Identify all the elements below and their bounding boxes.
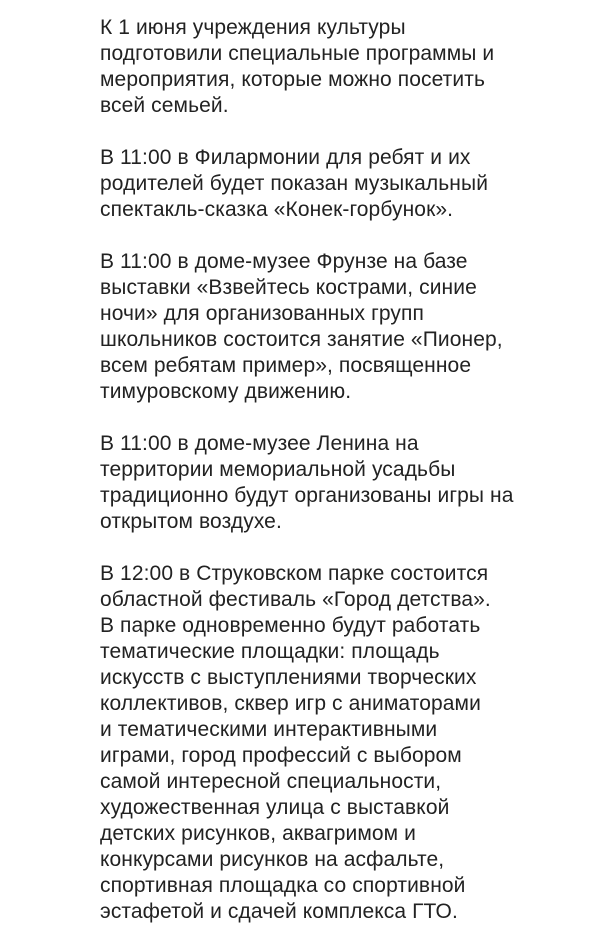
text-line: и тематическими интерактивными	[100, 718, 438, 741]
text-line: коллективов, сквер игр с аниматорами	[100, 692, 481, 715]
article-body	[100, 15, 600, 951]
text-line: самой интересной специальности,	[100, 770, 442, 793]
text-line: выставки «Взвейтесь кострами, синие	[100, 276, 477, 299]
text-line: детских рисунков, аквагримом и	[100, 822, 416, 845]
text-line: спортивная площадка со спортивной	[100, 874, 466, 897]
paragraph-intro	[100, 15, 600, 119]
text-line: В 11:00 в Филармонии для ребят и их	[100, 146, 471, 169]
text-line: В 11:00 в доме-музее Фрунзе на базе	[100, 250, 468, 273]
paragraph-philharmonic	[100, 145, 600, 223]
paragraph-lenin-museum	[100, 431, 600, 535]
text-line: эстафетой и сдачей комплекса ГТО.	[100, 900, 458, 923]
text-line: всем ребятам пример», посвященное	[100, 354, 472, 377]
text-line: мероприятия, которые можно посетить	[100, 68, 485, 91]
text-line: играми, город профессий с выбором	[100, 744, 462, 767]
text-line: искусств с выступлениями творческих	[100, 666, 477, 689]
text-line: В 11:00 в доме-музее Ленина на	[100, 432, 419, 455]
text-line: конкурсами рисунков на асфальте,	[100, 848, 445, 871]
text-line: К 1 июня учреждения культуры	[100, 16, 406, 39]
text-line: родителей будет показан музыкальный	[100, 172, 489, 195]
text-line: подготовили специальные программы и	[100, 42, 495, 65]
text-line: художественная улица с выставкой	[100, 796, 450, 819]
text-line: областной фестиваль «Город детства».	[100, 588, 491, 611]
text-line: тематические площадки: площадь	[100, 640, 440, 663]
text-line: территории мемориальной усадьбы	[100, 458, 456, 481]
text-line: спектакль-сказка «Конек-горбунок».	[100, 198, 454, 221]
text-line: традиционно будут организованы игры на	[100, 484, 514, 507]
paragraph-strukovsky-park	[100, 561, 600, 925]
text-line: В парке одновременно будут работать	[100, 614, 481, 637]
text-line: открытом воздухе.	[100, 510, 282, 533]
paragraph-frunze-museum	[100, 249, 600, 405]
text-line: ночи» для организованных групп	[100, 302, 424, 325]
text-line: школьников состоится занятие «Пионер,	[100, 328, 503, 351]
text-line: всей семьей.	[100, 94, 229, 117]
text-line: В 12:00 в Струковском парке состоится	[100, 562, 489, 585]
text-line: тимуровскому движению.	[100, 380, 352, 403]
